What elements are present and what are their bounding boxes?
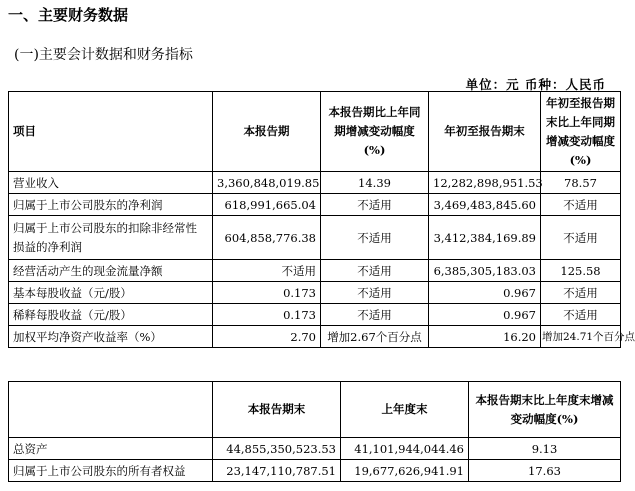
header-current-change: 本报告期比上年同期增减变动幅度(%) (321, 92, 429, 172)
table-row (9, 460, 621, 482)
unit-currency-label: 单位：元 币种：人民币 (465, 77, 606, 92)
cell-value: 41,101,944,044.46 (341, 438, 469, 460)
cell-value: 不适用 (541, 194, 621, 216)
cell-value: 0.967 (429, 304, 541, 326)
row-label: 加权平均净资产收益率（%） (9, 326, 213, 348)
table-row (9, 260, 621, 282)
header-change: 本报告期末比上年度末增减变动幅度(%) (469, 382, 621, 438)
table-row (9, 438, 621, 460)
cell-value: 6,385,305,183.03 (429, 260, 541, 282)
header-item: 项目 (9, 92, 213, 172)
header-item (9, 382, 213, 438)
table-row (9, 172, 621, 194)
cell-value: 不适用 (541, 282, 621, 304)
table-row (9, 282, 621, 304)
header-current-period: 本报告期 (213, 92, 321, 172)
balance-sheet-table (8, 381, 621, 482)
cell-value: 3,412,384,169.89 (429, 216, 541, 260)
cell-value: 44,855,350,523.53 (213, 438, 341, 460)
cell-value: 2.70 (213, 326, 321, 348)
table-header-row (9, 92, 621, 172)
cell-value: 不适用 (321, 216, 429, 260)
row-label: 归属于上市公司股东的扣除非经常性损益的净利润 (9, 216, 213, 260)
cell-value: 78.57 (541, 172, 621, 194)
cell-value: 23,147,110,787.51 (213, 460, 341, 482)
row-label: 营业收入 (9, 172, 213, 194)
cell-value: 不适用 (321, 282, 429, 304)
row-label: 基本每股收益（元/股） (9, 282, 213, 304)
cell-value: 0.967 (429, 282, 541, 304)
cell-value: 3,469,483,845.60 (429, 194, 541, 216)
cell-value: 不适用 (321, 304, 429, 326)
header-period-end: 本报告期末 (213, 382, 341, 438)
cell-value: 12,282,898,951.53 (429, 172, 541, 194)
cell-value: 14.39 (321, 172, 429, 194)
cell-value: 604,858,776.38 (213, 216, 321, 260)
subsection-heading: (一)主要会计数据和财务指标 (14, 47, 193, 63)
cell-value: 17.63 (469, 460, 621, 482)
table-row (9, 326, 621, 348)
cell-value: 16.20 (429, 326, 541, 348)
table-row (9, 194, 621, 216)
cell-value: 不适用 (321, 194, 429, 216)
header-ytd: 年初至报告期末 (429, 92, 541, 172)
table-header-row (9, 382, 621, 438)
cell-value: 618,991,665.04 (213, 194, 321, 216)
header-ytd-change: 年初至报告期末比上年同期增减变动幅度(%) (541, 92, 621, 172)
cell-value: 不适用 (321, 260, 429, 282)
row-label: 稀释每股收益（元/股） (9, 304, 213, 326)
cell-value: 19,677,626,941.91 (341, 460, 469, 482)
row-label: 归属于上市公司股东的净利润 (9, 194, 213, 216)
cell-value: 增加24.71个百分点 (541, 326, 621, 348)
cell-value: 0.173 (213, 282, 321, 304)
row-label: 总资产 (9, 438, 213, 460)
table-row (9, 216, 621, 260)
cell-value: 不适用 (213, 260, 321, 282)
cell-value: 不适用 (541, 216, 621, 260)
cell-value: 125.58 (541, 260, 621, 282)
cell-value: 不适用 (541, 304, 621, 326)
table-row (9, 304, 621, 326)
row-label: 归属于上市公司股东的所有者权益 (9, 460, 213, 482)
header-prior-year-end: 上年度末 (341, 382, 469, 438)
cell-value: 增加2.67个百分点 (321, 326, 429, 348)
financial-data-table (8, 91, 635, 348)
cell-value: 3,360,848,019.85 (213, 172, 321, 194)
row-label: 经营活动产生的现金流量净额 (9, 260, 213, 282)
cell-value: 9.13 (469, 438, 621, 460)
cell-value: 0.173 (213, 304, 321, 326)
section-heading: 一、主要财务数据 (8, 6, 129, 24)
